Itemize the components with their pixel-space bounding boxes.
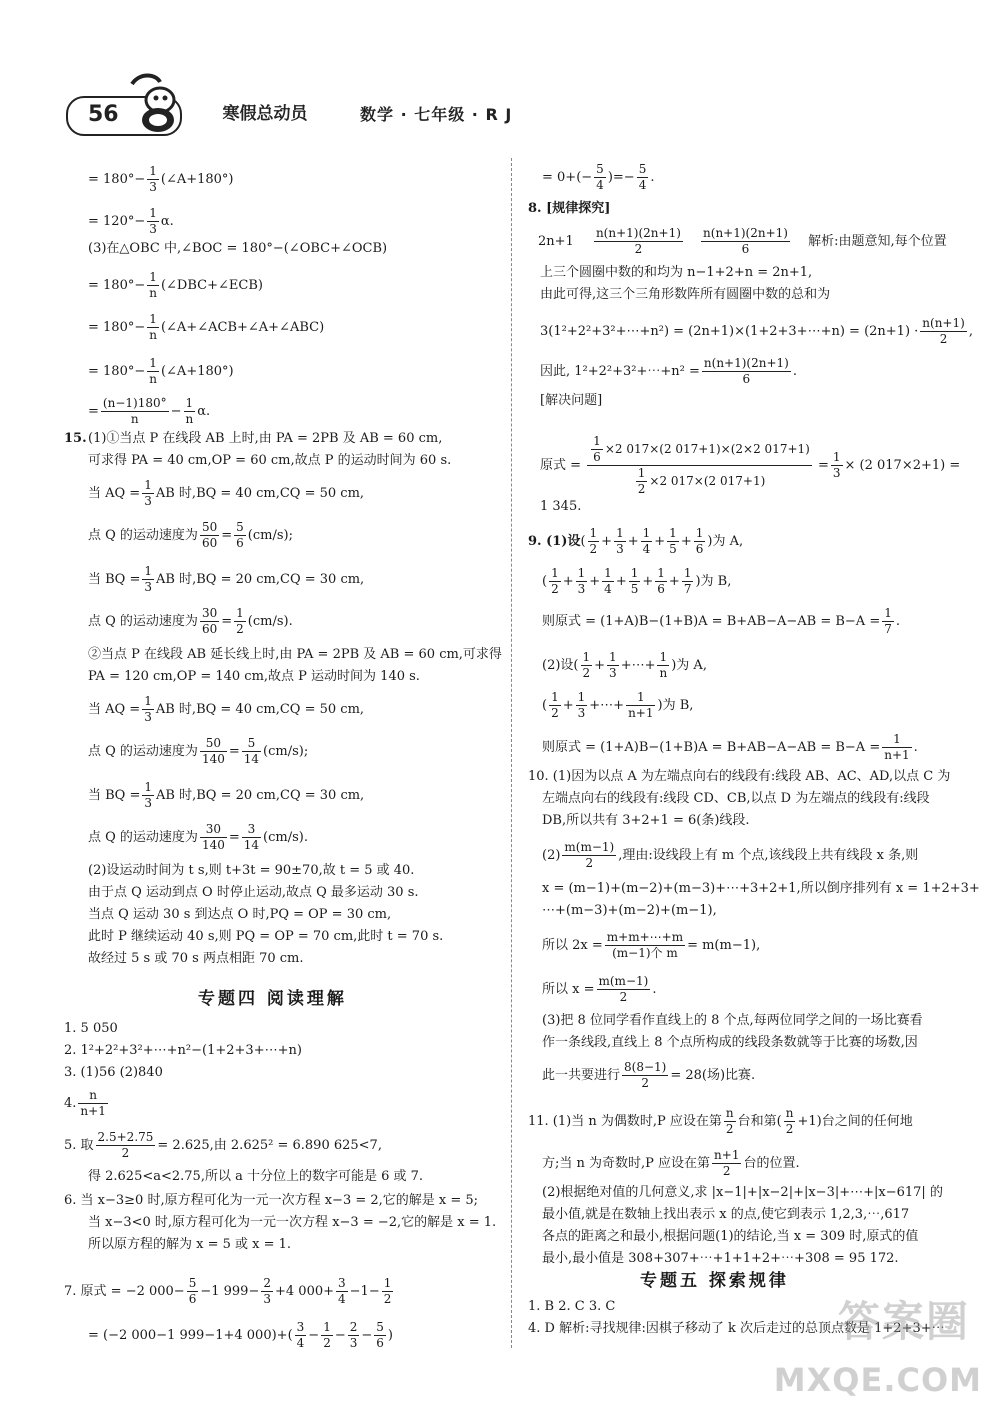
- solution-line: (1)①当点 P 在线段 AB 上时,由 PA = 2PB 及 AB = 60 cm,: [88, 431, 443, 446]
- section-heading: 专题五 探索规律: [640, 1271, 789, 1291]
- answer-line: 得 2.625<a<2.75,所以 a 十分位上的数字可能是 6 或 7.: [88, 1169, 424, 1184]
- solution-line: 可求得 PA = 40 cm,OP = 60 cm,故点 P 的运动时间为 60 s.: [88, 453, 452, 468]
- solution-line: = 180°− $\frac{1}{n}$ (∠A+∠ACB+∠A+∠ABC): [88, 312, 325, 342]
- answer-line: 2. 1²+2²+3²+⋯+n²−(1+2+3+⋯+n): [64, 1043, 302, 1058]
- solution-line: 11. (1)当 n 为偶数时,P 应设在第 $\frac{n}{2}$ 台和第( $\frac{n}{2}$ +1)台之间的任何地: [528, 1106, 913, 1136]
- solution-line: 最小值,就是在数轴上找出表示 x 的点,使它到表示 1,2,3,⋯,617: [542, 1207, 910, 1222]
- solution-line: ( $\frac{1}{2}$ + $\frac{1}{3}$ + $\frac{1}{4}$ + $\frac{1}{5}$ + $\frac{1}{6}$ + $\frac{1}{7}$ )为 B,: [542, 566, 732, 596]
- solution-line: ②当点 P 在线段 AB 延长线上时,由 PA = 2PB 及 AB = 60 cm,可求得: [88, 647, 502, 662]
- solution-line: ( $\frac{1}{2}$ + $\frac{1}{3}$ +⋯+ $\frac{1}{n+1}$ )为 B,: [542, 690, 694, 720]
- solution-line: 当 BQ = $\frac{1}{3}$ AB 时,BQ = 20 cm,CQ = 30 cm,: [88, 564, 365, 594]
- solution-line: (2)根据绝对值的几何意义,求 |x−1|+|x−2|+|x−3|+⋯+|x−617| 的: [542, 1185, 943, 1200]
- page-number: 56: [88, 102, 119, 127]
- solution-line: 点 Q 的运动速度为 $\frac{30}{140}$ = $\frac{3}{14}$ (cm/s).: [88, 822, 308, 852]
- solution-line: 点 Q 的运动速度为 $\frac{30}{60}$ = $\frac{1}{2}$ (cm/s).: [88, 606, 293, 636]
- solution-line: [解决问题]: [540, 393, 603, 408]
- solution-line: PA = 120 cm,OP = 140 cm,故点 P 运动时间为 140 s.: [88, 669, 420, 684]
- solution-line: 则原式 = (1+A)B−(1+B)A = B+AB−A−AB = B−A = $\frac{1}{n+1}$ .: [542, 732, 918, 762]
- page-header: [60, 70, 940, 140]
- solution-line: 3(1²+2²+3²+⋯+n²) = (2n+1)×(1+2+3+⋯+n) = (2n+1) · $\frac{n(n+1)}{2}$ ,: [540, 316, 973, 346]
- solution-line: (3)把 8 位同学看作直线上的 8 个点,每两位同学之间的一场比赛看: [542, 1013, 923, 1028]
- solution-line: ⋯+(m−3)+(m−2)+(m−1),: [542, 903, 717, 918]
- solution-line: 此一共要进行 $\frac{8(8-1)}{2}$ = 28(场)比赛.: [542, 1060, 756, 1090]
- section-heading: 专题四 阅读理解: [198, 989, 347, 1009]
- solution-line: 因此, 1²+2²+3²+⋯+n² = $\frac{n(n+1)(2n+1)}{6}$ .: [540, 356, 797, 386]
- solution-line: 当 BQ = $\frac{1}{3}$ AB 时,BQ = 20 cm,CQ = 30 cm,: [88, 780, 365, 810]
- answer-line: 5. 取 $\frac{2.5+2.75}{2}$ = 2.625,由 2.625² = 6.890 625<7,: [64, 1130, 382, 1160]
- answer-line: = (−2 000−1 999−1+4 000)+( $\frac{3}{4}$ − $\frac{1}{2}$ − $\frac{2}{3}$ − $\frac{5}{6}$ ): [88, 1320, 393, 1350]
- solution-line: 原式 = $\frac{1}{6}$ ×2 017×(2 017+1)×(2×2 017+1) $\frac{1}{2}$ ×2 017×(2 017+1) = $\frac{1}{3}$ × (2 017×2+1) =: [540, 434, 961, 496]
- answer-line: 当 x−3<0 时,原方程可化为一元一次方程 x−3 = −2,它的解是 x = 1.: [88, 1215, 497, 1230]
- answer-line: 所以原方程的解为 x = 5 或 x = 1.: [88, 1237, 292, 1252]
- solution-line: (3)在△OBC 中,∠BOC = 180°−(∠OBC+∠OCB): [88, 241, 388, 256]
- solution-line: 当 AQ = $\frac{1}{3}$ AB 时,BQ = 40 cm,CQ = 50 cm,: [88, 694, 365, 724]
- solution-line: 10. (1)因为以点 A 为左端点向右的线段有:线段 AB、AC、AD,以点 C 为: [528, 769, 951, 784]
- answer-line: 4. $\frac{n}{n+1}$: [64, 1088, 106, 1118]
- answer-line: 3. (1)56 (2)840: [64, 1065, 163, 1080]
- question-number: 15.: [64, 431, 87, 446]
- solution-line: = 0+(− $\frac{5}{4}$ )=− $\frac{5}{4}$ .: [542, 162, 655, 192]
- answer-line: 6. 当 x−3≥0 时,原方程可化为一元一次方程 x−3 = 2,它的解是 x = 5;: [64, 1193, 479, 1208]
- solution-line: 1 345.: [540, 499, 582, 514]
- solution-line: = 180°− $\frac{1}{n}$ (∠DBC+∠ECB): [88, 270, 263, 300]
- answer-line: 1. 5 050: [64, 1021, 118, 1036]
- mascot-icon: [126, 70, 186, 134]
- solution-line: 左端点向右的线段有:线段 CD、CB,以点 D 为左端点的线段有:线段: [542, 791, 930, 806]
- solution-line: = 180°− $\frac{1}{3}$ (∠A+180°): [88, 164, 234, 194]
- solution-line: = 180°− $\frac{1}{n}$ (∠A+180°): [88, 356, 234, 386]
- solution-line: 此时 P 继续运动 40 s,则 PQ = OP = 70 cm,此时 t = 70 s.: [88, 929, 444, 944]
- solution-line: = $\frac{(n-1)180^\circ}{n}$ − $\frac{1}{n}$ α.: [88, 396, 211, 426]
- solution-line: 方;当 n 为奇数时,P 应设在第 $\frac{n+1}{2}$ 台的位置.: [542, 1148, 800, 1178]
- solution-line: 由于点 Q 运动到点 O 时停止运动,故点 Q 最多运动 30 s.: [88, 885, 419, 900]
- solution-line: (2)设运动时间为 t s,则 t+3t = 90±70,故 t = 5 或 40.: [88, 863, 415, 878]
- solution-line: (2)设( $\frac{1}{2}$ + $\frac{1}{3}$ +⋯+ $\frac{1}{n}$ )为 A,: [542, 650, 707, 680]
- solution-line: 所以 2x = $\frac{m+m+\cdots+m}{\text{(m−1)个 m}}$ = m(m−1),: [542, 930, 761, 960]
- solution-line: = 120°− $\frac{1}{3}$ α.: [88, 206, 174, 236]
- solution-line: 当 AQ = $\frac{1}{3}$ AB 时,BQ = 40 cm,CQ = 50 cm,: [88, 478, 365, 508]
- solution-line: x = (m−1)+(m−2)+(m−3)+⋯+3+2+1,所以倒序排列有 x = 1+2+3+: [542, 881, 980, 896]
- solution-line: 由此可得,这三个三角形数阵所有圆圈中数的总和为: [540, 287, 831, 302]
- solution-line: DB,所以共有 3+2+1 = 6(条)线段.: [542, 813, 750, 828]
- solution-line: 则原式 = (1+A)B−(1+B)A = B+AB−A−AB = B−A = $\frac{1}{7}$ .: [542, 606, 901, 636]
- column-divider: [511, 158, 512, 1348]
- solution-line: 2n+1 $\frac{n(n+1)(2n+1)}{2}$ $\frac{n(n+1)(2n+1)}{6}$ 解析:由题意知,每个位置: [538, 226, 947, 256]
- solution-line: 最小,最小值是 308+307+⋯+1+1+2+⋯+308 = 95 172.: [542, 1251, 899, 1266]
- solution-line: 所以 x = $\frac{m(m-1)}{2}$ .: [542, 974, 657, 1004]
- watermark-logo: 答案圈 MXQE.COM: [773, 1297, 982, 1399]
- solution-line: 9. (1)设( $\frac{1}{2}$ + $\frac{1}{3}$ + $\frac{1}{4}$ + $\frac{1}{5}$ + $\frac{1}{6}$ )为 A,: [528, 526, 744, 556]
- solution-line: 作一条线段,直线上 8 个点所构成的线段条数就等于比赛的场数,因: [542, 1035, 918, 1050]
- answer-line: 4. D 解析:寻找规律:因棋子移动了 k 次后走过的总顶点数是 1+2+3+⋯: [528, 1321, 945, 1336]
- subject-label: 数学 · 七年级 · R J: [360, 105, 513, 124]
- series-title: 寒假总动员: [222, 104, 308, 124]
- solution-line: 上三个圆圈中数的和均为 n−1+2+n = 2n+1,: [540, 265, 813, 280]
- solution-line: 故经过 5 s 或 70 s 两点相距 70 cm.: [88, 951, 304, 966]
- question-heading: 8. [规律探究]: [528, 201, 611, 216]
- solution-line: (2) $\frac{m(m-1)}{2}$ ,理由:设线段上有 m 个点,该线段上共有线段 x 条,则: [542, 840, 919, 870]
- answer-line: 1. B 2. C 3. C: [528, 1299, 616, 1314]
- solution-line: 点 Q 的运动速度为 $\frac{50}{60}$ = $\frac{5}{6}$ (cm/s);: [88, 520, 293, 550]
- solution-line: 当点 Q 运动 30 s 到达点 O 时,PQ = OP = 30 cm,: [88, 907, 392, 922]
- solution-line: 各点的距离之和最小,根据问题(1)的结论,当 x = 309 时,原式的值: [542, 1229, 919, 1244]
- solution-line: 点 Q 的运动速度为 $\frac{50}{140}$ = $\frac{5}{14}$ (cm/s);: [88, 736, 309, 766]
- answer-line: 7. 原式 = −2 000− $\frac{5}{6}$ −1 999− $\frac{2}{3}$ +4 000+ $\frac{3}{4}$ −1− $\frac{1}{2}$: [64, 1276, 392, 1306]
